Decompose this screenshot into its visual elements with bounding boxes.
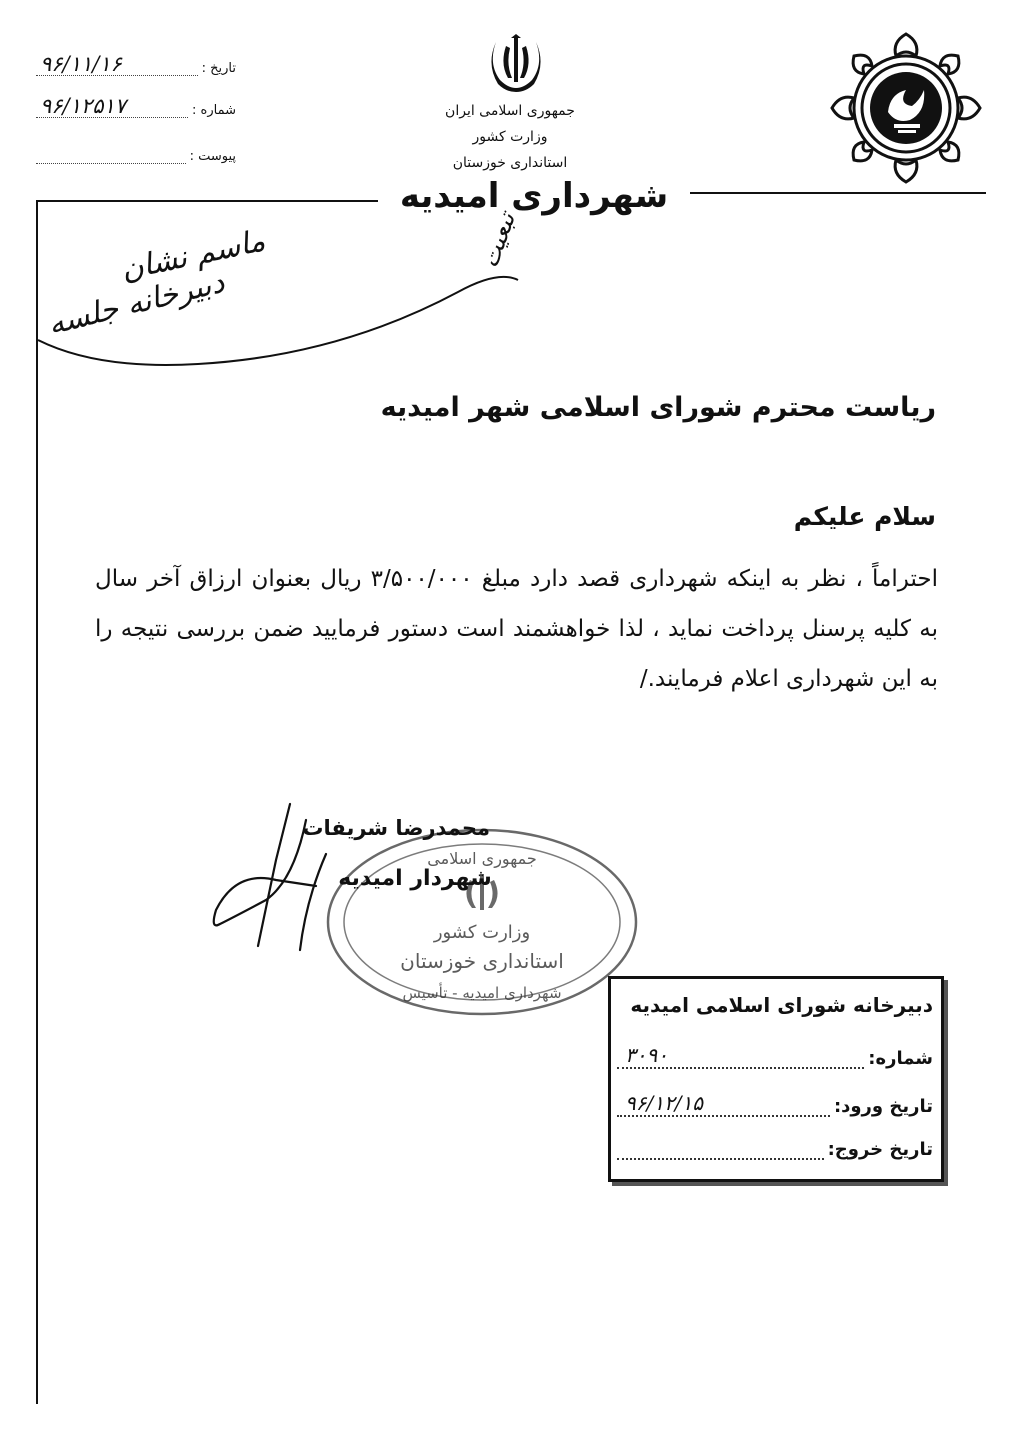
greeting-line: سلام علیکم — [793, 502, 936, 531]
margin-note-2: ماسم نشان — [117, 223, 269, 288]
secretariat-entry-row — [617, 1091, 933, 1117]
stamp-line-2: وزارت کشور — [433, 922, 531, 943]
signature-drawing — [206, 800, 376, 960]
secretariat-entry-value: ۹۶/۱۲/۱۵ — [617, 1091, 830, 1117]
date-value: ۹۶/۱۱/۱۶ — [36, 53, 198, 76]
secretariat-number-row — [617, 1043, 933, 1069]
municipality-logo-icon — [826, 28, 986, 188]
attachment-row — [36, 140, 236, 164]
country-line: جمهوری اسلامی ایران — [445, 103, 575, 119]
stamp-line-1: جمهوری اسلامی — [427, 849, 537, 868]
secretariat-title: دبیرخانه شورای اسلامی امیدیه — [630, 993, 933, 1017]
signer-title: شهردار امیدیه — [338, 866, 492, 891]
date-row — [36, 52, 236, 76]
margin-note-3: دبیرخانه جلسه — [44, 264, 228, 343]
number-label: شماره : — [192, 103, 236, 118]
secretariat-stamp-box — [608, 976, 944, 1182]
secretariat-exit-value — [617, 1158, 824, 1160]
date-label: تاریخ : — [201, 61, 236, 76]
number-row — [36, 94, 236, 118]
secretariat-entry-label: تاریخ ورود: — [833, 1096, 933, 1117]
secretariat-exit-row — [617, 1139, 933, 1160]
number-value: ۹۶/۱۲۵۱۷ — [36, 95, 188, 118]
header-rule-right — [690, 192, 986, 194]
ministry-line: وزارت کشور — [472, 129, 548, 145]
header-rule-left — [36, 200, 378, 202]
secretariat-number-value: ۳۰۹۰ — [617, 1043, 864, 1069]
letter-body: احتراماً ، نظر به اینکه شهرداری قصد دارد مبلغ ۳/۵۰۰/۰۰۰ ریال بعنوان ارزاق آخر سال به کلیه پرسنل پرداخت نماید ، لذا خواهشمند است دستور فرمایید ضمن بررسی نتیجه را به این شهرداری اعلام فرمایند./ — [95, 566, 938, 692]
signer-name: محمدرضا شریفات — [302, 816, 490, 840]
secretariat-exit-label: تاریخ خروج: — [827, 1139, 933, 1160]
iran-emblem-icon — [484, 34, 548, 98]
attachment-value — [36, 163, 186, 164]
recipient-line: ریاست محترم شورای اسلامی شهر امیدیه — [380, 392, 936, 423]
stamp-line-3: استانداری خوزستان — [400, 949, 564, 973]
margin-note-1: تبعیت — [475, 208, 521, 272]
governorate-line: استانداری خوزستان — [452, 155, 568, 171]
municipality-title: شهرداری امیدیه — [399, 176, 669, 216]
secretariat-number-label: شماره: — [868, 1048, 933, 1069]
stamp-line-4: شهرداری امیدیه - تأسیس — [402, 984, 562, 1002]
attachment-label: پیوست : — [189, 149, 236, 164]
